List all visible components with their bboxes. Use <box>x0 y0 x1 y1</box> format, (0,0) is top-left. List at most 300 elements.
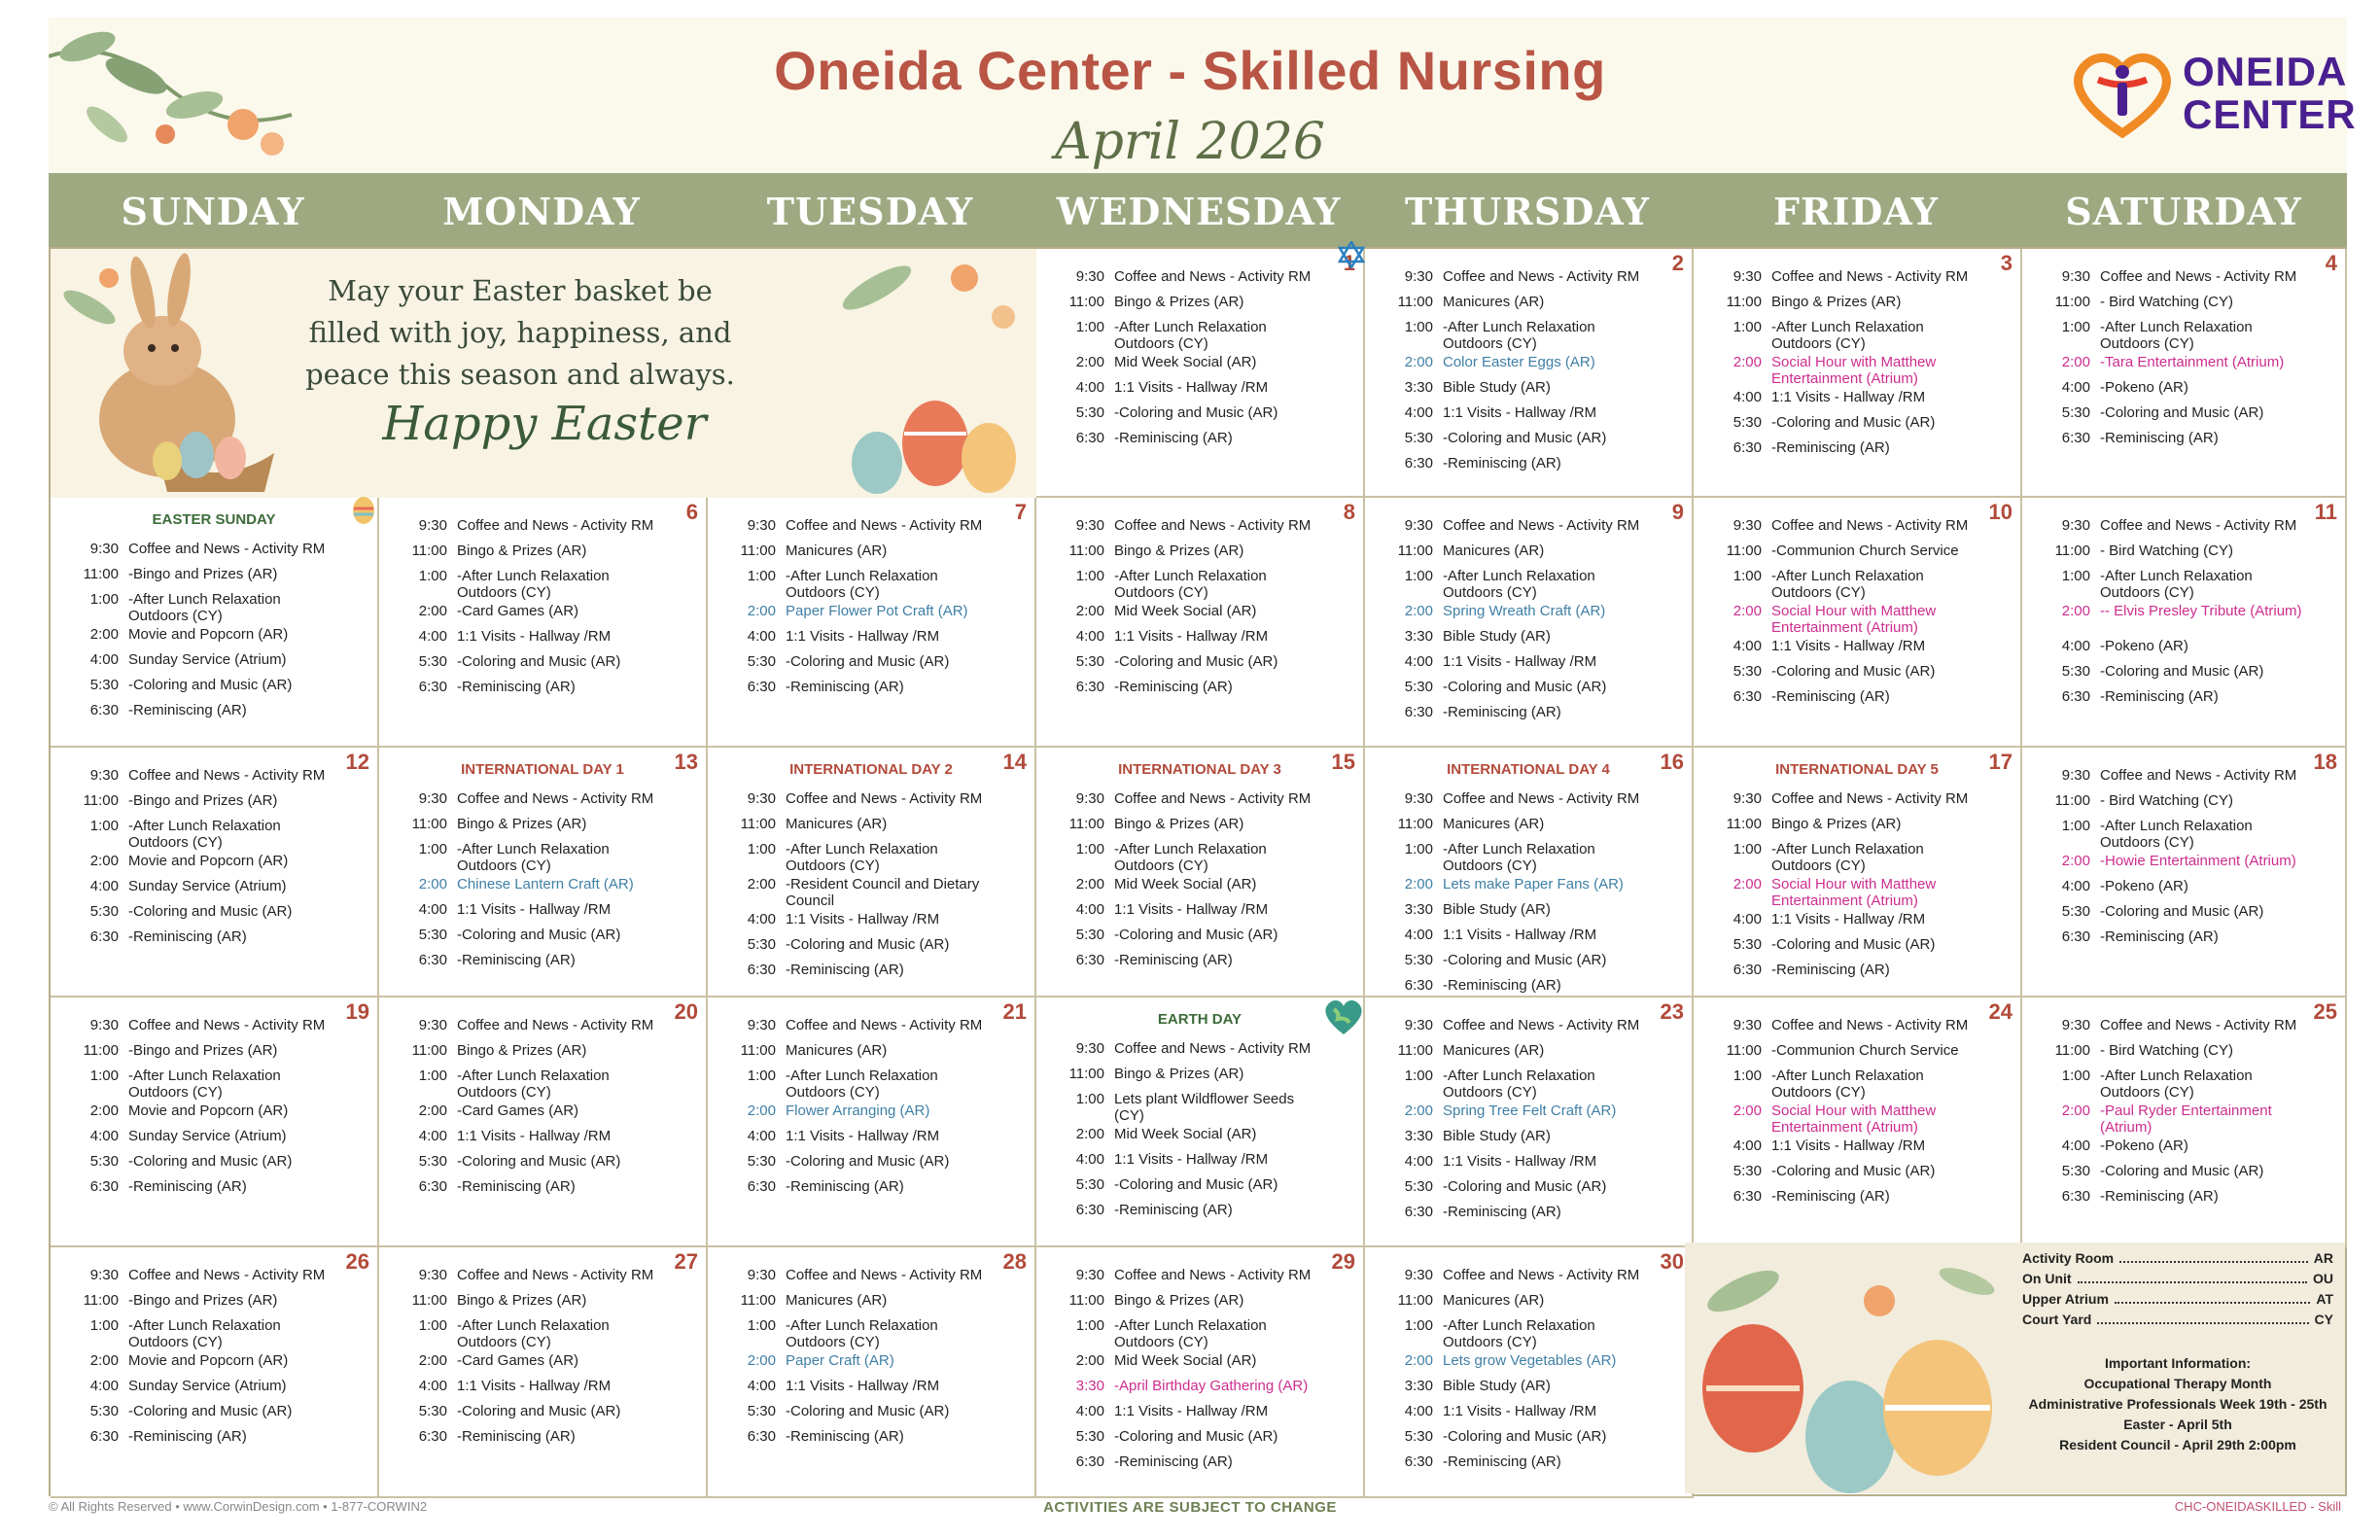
activity-time: 9:30 <box>418 790 447 807</box>
activity-title: Coffee and News - Activity RM <box>1443 790 1640 807</box>
legend-label: Activity Room <box>2022 1250 2115 1266</box>
logo-text <box>2183 51 2357 136</box>
activity-row <box>51 566 332 582</box>
activity-time: 4:00 <box>89 878 119 894</box>
activity-row <box>1365 952 1647 968</box>
activity-title: Bible Study (AR) <box>1443 1378 1551 1394</box>
activity-title: -After Lunch Relaxation Outdoors (CY) <box>1443 841 1595 874</box>
activity-time: 9:30 <box>1732 517 1762 534</box>
activity-row <box>1036 568 1318 601</box>
activity-row <box>2022 354 2304 370</box>
activity-row <box>1694 1102 1976 1136</box>
activity-row <box>1365 1267 1647 1283</box>
activity-title: -After Lunch Relaxation Outdoors (CY) <box>1443 1317 1595 1350</box>
activity-time: 6:30 <box>1404 455 1433 472</box>
activity-row <box>708 790 990 807</box>
activity-title: -Coloring and Music (AR) <box>457 653 621 670</box>
activity-time: 9:30 <box>89 541 119 557</box>
activity-title: -After Lunch Relaxation Outdoors (CY) <box>786 1317 938 1350</box>
activity-row <box>379 1153 661 1170</box>
activity-row <box>51 1042 332 1059</box>
day-cell <box>708 1247 1036 1498</box>
activity-title: Movie and Popcorn (AR) <box>128 1352 289 1369</box>
activity-time: 2:00 <box>418 876 447 892</box>
activity-title: -Reminiscing (AR) <box>1771 962 1890 978</box>
activity-title: -After Lunch Relaxation Outdoors (CY) <box>1114 568 1267 601</box>
activity-title: -Coloring and Music (AR) <box>2100 404 2264 421</box>
activity-title: -Reminiscing (AR) <box>128 928 247 945</box>
activity-title: -Reminiscing (AR) <box>1114 952 1233 968</box>
activity-title: Mid Week Social (AR) <box>1114 354 1257 370</box>
activity-time: 9:30 <box>1732 790 1762 807</box>
activity-title: 1:1 Visits - Hallway /RM <box>1443 1403 1597 1419</box>
activity-time: 6:30 <box>1075 1202 1104 1218</box>
activity-row <box>379 603 661 619</box>
activity-title: Bible Study (AR) <box>1443 628 1551 645</box>
activity-row <box>1036 1352 1318 1369</box>
activity-title: -Reminiscing (AR) <box>1771 439 1890 456</box>
activity-row <box>51 1317 332 1350</box>
activity-time: 4:00 <box>418 1378 447 1394</box>
activity-row <box>1036 1317 1318 1350</box>
activity-row <box>379 790 661 807</box>
activity-row <box>1694 389 1976 405</box>
activity-title: -Reminiscing (AR) <box>1443 704 1561 720</box>
date-number: 15 <box>1331 750 1355 774</box>
activity-time: 1:00 <box>1404 1068 1433 1084</box>
activity-row <box>1365 603 1647 619</box>
date-number: 29 <box>1331 1249 1355 1274</box>
activity-row <box>1365 430 1647 446</box>
activity-row <box>379 901 661 918</box>
activity-title: -Coloring and Music (AR) <box>1771 414 1936 431</box>
activity-row <box>1694 1042 1976 1059</box>
activity-time: 2:00 <box>89 1352 119 1369</box>
logo-line-2: CENTER <box>2183 91 2357 137</box>
activity-time: 4:00 <box>1732 389 1762 405</box>
activity-row <box>2022 1017 2304 1033</box>
activity-row <box>1694 439 1976 456</box>
activity-row <box>708 962 990 978</box>
day-cell <box>1365 249 1694 498</box>
activity-time: 1:00 <box>89 1317 119 1334</box>
legend-code: AT <box>2316 1291 2333 1307</box>
activity-title: 1:1 Visits - Hallway /RM <box>1114 901 1269 918</box>
activity-title: 1:1 Visits - Hallway /RM <box>1771 1138 1926 1154</box>
day-cell <box>51 498 379 748</box>
date-number: 18 <box>2313 750 2337 774</box>
activity-time: 9:30 <box>2061 1017 2090 1033</box>
activity-time: 6:30 <box>2061 1188 2090 1205</box>
activity-title: -After Lunch Relaxation Outdoors (CY) <box>128 1317 281 1350</box>
activity-time: 4:00 <box>2061 878 2090 894</box>
activity-row <box>379 1102 661 1119</box>
activity-title: Coffee and News - Activity RM <box>1443 517 1640 534</box>
activity-time: 2:00 <box>2061 354 2090 370</box>
activity-time: 2:00 <box>89 626 119 643</box>
date-number: 19 <box>345 999 369 1024</box>
activity-time: 2:00 <box>1732 876 1762 892</box>
activity-title: -April Birthday Gathering (AR) <box>1114 1378 1309 1394</box>
activity-time: 11:00 <box>411 1292 447 1309</box>
date-number: 2 <box>1671 251 1684 275</box>
activity-time: 2:00 <box>2061 1102 2090 1119</box>
activity-row <box>379 1068 661 1101</box>
activity-title: 1:1 Visits - Hallway /RM <box>786 911 940 928</box>
activity-time: 6:30 <box>89 1178 119 1195</box>
activity-time: 1:00 <box>418 1317 447 1334</box>
activity-time: 1:00 <box>2061 568 2090 584</box>
activity-title: 1:1 Visits - Hallway /RM <box>1443 927 1597 943</box>
activity-row <box>2022 878 2304 894</box>
activity-title: -After Lunch Relaxation Outdoors (CY) <box>457 1317 610 1350</box>
activity-row <box>1036 1267 1318 1283</box>
date-number: 10 <box>1988 500 2012 524</box>
activity-time: 5:30 <box>1404 430 1433 446</box>
activity-row <box>2022 818 2304 851</box>
activity-title: -Coloring and Music (AR) <box>2100 663 2264 680</box>
activity-time: 2:00 <box>418 1102 447 1119</box>
activity-time: 5:30 <box>2061 404 2090 421</box>
activity-row <box>1365 404 1647 421</box>
activity-row <box>1365 1428 1647 1445</box>
activity-time: 11:00 <box>1726 1042 1762 1059</box>
activity-title: -Paul Ryder Entertainment (Atrium) <box>2100 1102 2272 1136</box>
activity-title: Manicures (AR) <box>786 816 888 832</box>
activity-title: -After Lunch Relaxation Outdoors (CY) <box>1771 1068 1924 1101</box>
weekday-sunday: SUNDAY <box>121 190 305 233</box>
activity-time: 11:00 <box>83 1292 119 1309</box>
activity-row <box>2022 1102 2304 1136</box>
activity-row <box>51 702 332 718</box>
activity-row <box>2022 792 2304 809</box>
activity-row <box>708 1153 990 1170</box>
weekday-thursday: THURSDAY <box>1404 190 1650 233</box>
day-heading: INTERNATIONAL DAY 3 <box>1118 761 1281 778</box>
activity-time: 5:30 <box>1075 404 1104 421</box>
activity-time: 11:00 <box>1068 1292 1104 1309</box>
activity-title: Movie and Popcorn (AR) <box>128 626 289 643</box>
activity-row <box>1694 638 1976 654</box>
activity-title: -Reminiscing (AR) <box>786 962 904 978</box>
legend-code: OU <box>2313 1271 2333 1286</box>
day-cell <box>1694 998 2022 1247</box>
date-number: 30 <box>1660 1249 1684 1274</box>
legend-row <box>2022 1269 2333 1289</box>
activity-row <box>1365 1178 1647 1195</box>
activity-row <box>51 1428 332 1445</box>
activity-time: 4:00 <box>1404 404 1433 421</box>
activity-title: Bingo & Prizes (AR) <box>457 1042 587 1059</box>
activity-time: 11:00 <box>411 1042 447 1059</box>
easter-eggs-illustration <box>819 249 1036 498</box>
activity-time: 1:00 <box>1075 568 1104 584</box>
activity-time: 1:00 <box>418 1068 447 1084</box>
activity-time: 4:00 <box>747 1128 776 1144</box>
day-cell <box>51 998 379 1247</box>
activity-row <box>379 1428 661 1445</box>
activity-title: -After Lunch Relaxation Outdoors (CY) <box>2100 568 2253 601</box>
activity-time: 3:30 <box>1404 379 1433 396</box>
activity-title: Bingo & Prizes (AR) <box>457 816 587 832</box>
activity-title: -Reminiscing (AR) <box>1443 1453 1561 1470</box>
activity-title: Spring Wreath Craft (AR) <box>1443 603 1606 619</box>
activity-row <box>51 1068 332 1101</box>
activity-row <box>708 517 990 534</box>
activity-title: -Pokeno (AR) <box>2100 878 2188 894</box>
activity-title: Spring Tree Felt Craft (AR) <box>1443 1102 1617 1119</box>
activity-time: 11:00 <box>2054 294 2090 310</box>
calendar-code: CHC-ONEIDASKILLED - Skill <box>2174 1499 2341 1514</box>
activity-title: Coffee and News - Activity RM <box>457 1017 654 1033</box>
activity-row <box>2022 928 2304 945</box>
activity-time: 1:00 <box>89 591 119 608</box>
activity-title: -After Lunch Relaxation Outdoors (CY) <box>1443 1068 1595 1101</box>
activity-time: 1:00 <box>89 818 119 834</box>
activity-row <box>2022 1163 2304 1179</box>
activity-row <box>1365 1352 1647 1369</box>
activity-time: 5:30 <box>2061 903 2090 920</box>
activity-time: 9:30 <box>747 1017 776 1033</box>
activity-row <box>1365 455 1647 472</box>
activity-time: 11:00 <box>1397 1292 1433 1309</box>
activity-row <box>1694 911 1976 928</box>
activity-time: 2:00 <box>1732 603 1762 619</box>
activity-row <box>708 628 990 645</box>
activity-title: -After Lunch Relaxation Outdoors (CY) <box>2100 1068 2253 1101</box>
activity-row <box>1036 653 1318 670</box>
activity-title: -Reminiscing (AR) <box>786 679 904 695</box>
activity-title: -Bingo and Prizes (AR) <box>128 1042 278 1059</box>
activity-time: 1:00 <box>747 1068 776 1084</box>
activity-time: 6:30 <box>1732 688 1762 705</box>
activity-title: -Coloring and Music (AR) <box>1114 1428 1278 1445</box>
activity-time: 11:00 <box>740 816 776 832</box>
activity-title: Manicures (AR) <box>1443 1042 1545 1059</box>
activity-time: 2:00 <box>89 853 119 869</box>
activity-time: 11:00 <box>740 1042 776 1059</box>
activity-row <box>1036 901 1318 918</box>
weekday-tuesday: TUESDAY <box>766 190 974 233</box>
activity-time: 3:30 <box>1075 1378 1104 1394</box>
activity-time: 2:00 <box>1732 354 1762 370</box>
activity-title: -Coloring and Music (AR) <box>1443 1178 1607 1195</box>
activity-title: -Coloring and Music (AR) <box>1443 1428 1607 1445</box>
activity-title: Bible Study (AR) <box>1443 1128 1551 1144</box>
activity-time: 4:00 <box>747 1378 776 1394</box>
activity-time: 5:30 <box>89 1153 119 1170</box>
activity-row <box>708 1017 990 1033</box>
activity-time: 2:00 <box>1404 603 1433 619</box>
activity-row <box>51 1153 332 1170</box>
activity-title: -Coloring and Music (AR) <box>128 677 293 693</box>
activity-time: 11:00 <box>411 816 447 832</box>
activity-row <box>51 903 332 920</box>
day-cell <box>51 748 379 998</box>
activity-time: 3:30 <box>1404 901 1433 918</box>
day-cell <box>2022 748 2347 998</box>
activity-row <box>1365 1128 1647 1144</box>
activity-row <box>708 653 990 670</box>
activity-time: 5:30 <box>418 1403 447 1419</box>
activity-row <box>1694 790 1976 807</box>
day-cell <box>379 748 708 998</box>
activity-row <box>708 876 990 909</box>
activity-time: 11:00 <box>83 1042 119 1059</box>
activity-row <box>2022 1138 2304 1154</box>
activity-time: 11:00 <box>2054 792 2090 809</box>
activity-title: Coffee and News - Activity RM <box>457 1267 654 1283</box>
activity-row <box>1036 1453 1318 1470</box>
date-number: 9 <box>1671 500 1684 524</box>
activity-row <box>1036 841 1318 874</box>
activity-title: -After Lunch Relaxation Outdoors (CY) <box>1443 319 1595 352</box>
activity-title: Social Hour with Matthew Entertainment (Atrium) <box>1771 1102 1937 1136</box>
activity-row <box>1365 1292 1647 1309</box>
activity-row <box>379 1378 661 1394</box>
activity-title: Manicures (AR) <box>1443 816 1545 832</box>
activity-row <box>51 1178 332 1195</box>
activity-time: 9:30 <box>2061 517 2090 534</box>
activity-row <box>708 1267 990 1283</box>
activity-time: 4:00 <box>1732 638 1762 654</box>
activity-title: Bingo & Prizes (AR) <box>457 1292 587 1309</box>
activity-time: 4:00 <box>418 901 447 918</box>
date-number: 23 <box>1660 999 1684 1024</box>
activity-row <box>1365 1378 1647 1394</box>
easter-message: May your Easter basket be filled with joy, happiness, and peace this season and always. <box>305 274 735 391</box>
activity-title: -Coloring and Music (AR) <box>786 653 950 670</box>
activity-row <box>708 568 990 601</box>
activity-time: 9:30 <box>1075 268 1104 285</box>
activity-time: 9:30 <box>747 517 776 534</box>
activity-time: 4:00 <box>1732 911 1762 928</box>
activity-time: 1:00 <box>2061 319 2090 335</box>
activity-title: -Communion Church Service <box>1771 1042 1959 1059</box>
activity-time: 1:00 <box>418 841 447 858</box>
activity-row <box>1365 294 1647 310</box>
activity-title: -Coloring and Music (AR) <box>128 1403 293 1419</box>
activity-title: Coffee and News - Activity RM <box>1114 790 1312 807</box>
activity-title: -After Lunch Relaxation Outdoors (CY) <box>457 1068 610 1101</box>
day-cell <box>379 498 708 748</box>
day-heading: INTERNATIONAL DAY 2 <box>789 761 953 778</box>
important-line: Occupational Therapy Month <box>2083 1376 2272 1391</box>
activity-time: 4:00 <box>1732 1138 1762 1154</box>
location-legend <box>2022 1248 2333 1330</box>
activity-time: 9:30 <box>2061 767 2090 784</box>
activity-time: 1:00 <box>747 568 776 584</box>
activity-row <box>1365 319 1647 352</box>
day-cell <box>1036 1247 1365 1498</box>
activity-row <box>1365 901 1647 918</box>
activity-time: 2:00 <box>418 603 447 619</box>
day-heading: INTERNATIONAL DAY 4 <box>1447 761 1610 778</box>
activity-row <box>51 1378 332 1394</box>
activity-time: 5:30 <box>1732 663 1762 680</box>
activity-time: 2:00 <box>747 1102 776 1119</box>
activity-title: 1:1 Visits - Hallway /RM <box>1114 1151 1269 1168</box>
activity-time: 5:30 <box>2061 663 2090 680</box>
activity-title: Bingo & Prizes (AR) <box>1114 1292 1244 1309</box>
activity-time: 11:00 <box>2054 1042 2090 1059</box>
legend-label: On Unit <box>2022 1271 2072 1286</box>
activity-row <box>1036 1378 1318 1394</box>
date-number: 4 <box>2325 251 2337 275</box>
activity-row <box>708 1042 990 1059</box>
activity-title: 1:1 Visits - Hallway /RM <box>457 901 612 918</box>
legend-label: Court Yard <box>2022 1312 2092 1327</box>
activity-title: Sunday Service (Atrium) <box>128 1128 287 1144</box>
activity-time: 4:00 <box>1404 653 1433 670</box>
day-cell <box>708 998 1036 1247</box>
activity-row <box>379 679 661 695</box>
activity-row <box>1036 379 1318 396</box>
activity-row <box>1036 790 1318 807</box>
activity-row <box>708 1317 990 1350</box>
activity-title: -Reminiscing (AR) <box>128 1428 247 1445</box>
activity-time: 1:00 <box>747 1317 776 1334</box>
activity-title: Mid Week Social (AR) <box>1114 876 1257 892</box>
activity-time: 11:00 <box>1726 542 1762 559</box>
activity-time: 1:00 <box>1732 841 1762 858</box>
date-number: 26 <box>345 1249 369 1274</box>
activity-title: Bingo & Prizes (AR) <box>1114 294 1244 310</box>
activity-time: 11:00 <box>1068 542 1104 559</box>
activity-time: 2:00 <box>2061 603 2090 619</box>
activity-row <box>1036 1292 1318 1309</box>
activity-row <box>1365 876 1647 892</box>
activity-title: 1:1 Visits - Hallway /RM <box>1771 911 1926 928</box>
star-of-david-icon <box>1338 241 1365 268</box>
activity-title: Social Hour with Matthew Entertainment (Atrium) <box>1771 876 1937 909</box>
activity-title: -Reminiscing (AR) <box>786 1178 904 1195</box>
day-cell <box>1365 998 1694 1247</box>
activity-title: Color Easter Eggs (AR) <box>1443 354 1595 370</box>
activity-time: 4:00 <box>2061 638 2090 654</box>
activity-title: -Reminiscing (AR) <box>1443 1204 1561 1220</box>
activity-title: -Reminiscing (AR) <box>128 702 247 718</box>
activity-row <box>1036 517 1318 534</box>
activity-time: 2:00 <box>1075 1126 1104 1142</box>
activity-row <box>1694 603 1976 636</box>
activity-time: 6:30 <box>1732 1188 1762 1205</box>
activity-row <box>708 542 990 559</box>
activity-time: 6:30 <box>1075 952 1104 968</box>
activity-row <box>1036 1066 1318 1082</box>
activity-title: -After Lunch Relaxation Outdoors (CY) <box>786 1068 938 1101</box>
activity-time: 4:00 <box>418 628 447 645</box>
activity-time: 6:30 <box>1404 1204 1433 1220</box>
activity-title: -After Lunch Relaxation Outdoors (CY) <box>786 568 938 601</box>
activity-row <box>1694 1068 1976 1101</box>
activity-title: Manicures (AR) <box>786 1042 888 1059</box>
activity-title: Movie and Popcorn (AR) <box>128 853 289 869</box>
activity-time: 9:30 <box>1075 790 1104 807</box>
activity-time: 6:30 <box>2061 928 2090 945</box>
activity-title: Coffee and News - Activity RM <box>1114 1040 1312 1057</box>
activity-row <box>1036 430 1318 446</box>
activity-row <box>1694 294 1976 310</box>
activity-title: -Coloring and Music (AR) <box>1443 679 1607 695</box>
activity-title: -Coloring and Music (AR) <box>457 1153 621 1170</box>
activity-time: 4:00 <box>1075 1403 1104 1419</box>
activity-title: -Coloring and Music (AR) <box>1114 927 1278 943</box>
activity-row <box>379 1178 661 1195</box>
activity-title: 1:1 Visits - Hallway /RM <box>1443 1153 1597 1170</box>
activity-row <box>1694 1188 1976 1205</box>
activity-title: -Tara Entertainment (Atrium) <box>2100 354 2285 370</box>
